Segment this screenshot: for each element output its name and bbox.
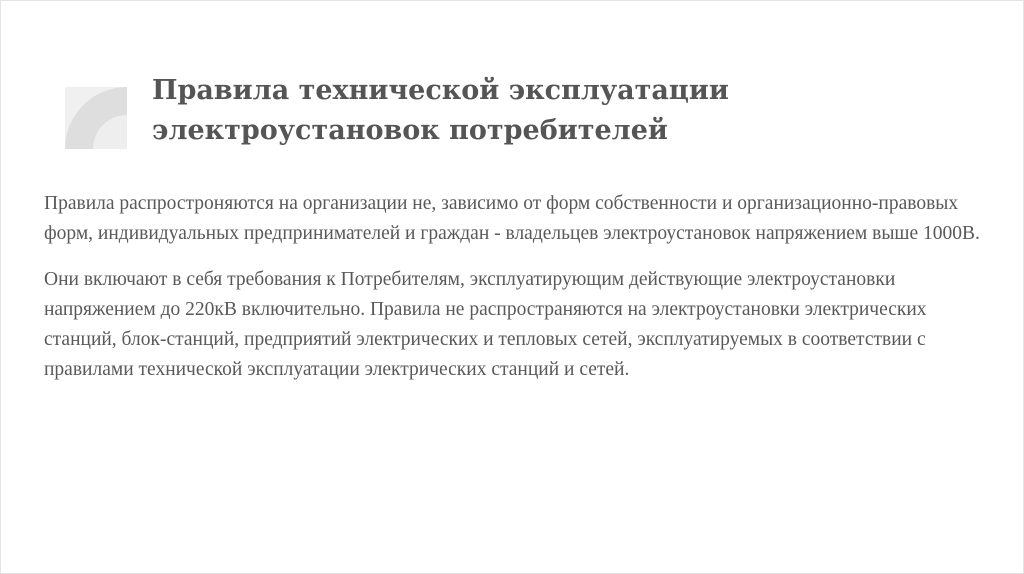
decorative-quarter-circle-icon: [65, 87, 127, 149]
slide-body: [44, 189, 994, 401]
slide-title-line-2: электроустановок потребителей: [152, 115, 668, 146]
slide-title: [152, 71, 972, 151]
slide-title-line-1: Правила технической эксплуатации: [152, 75, 729, 106]
body-paragraph-1: Правила распростроняются на организации не, зависимо от форм собственности и организационно-правовых форм, индивидуальных предпринимателей и граждан - владельцев электроустановок напряжением выше 1000В.: [44, 193, 980, 244]
body-paragraph-2: Они включают в себя требования к Потребителям, эксплуатирующим действующие электроустановки напряжением до 220кВ включительно. Правила не распространяются на электроустановки электрических станций, блок-станций, предприятий электрических и тепловых сетей, эксплуатируемых в соответствии с правилами технической эксплуатации электрических станций и сетей.: [44, 269, 927, 380]
